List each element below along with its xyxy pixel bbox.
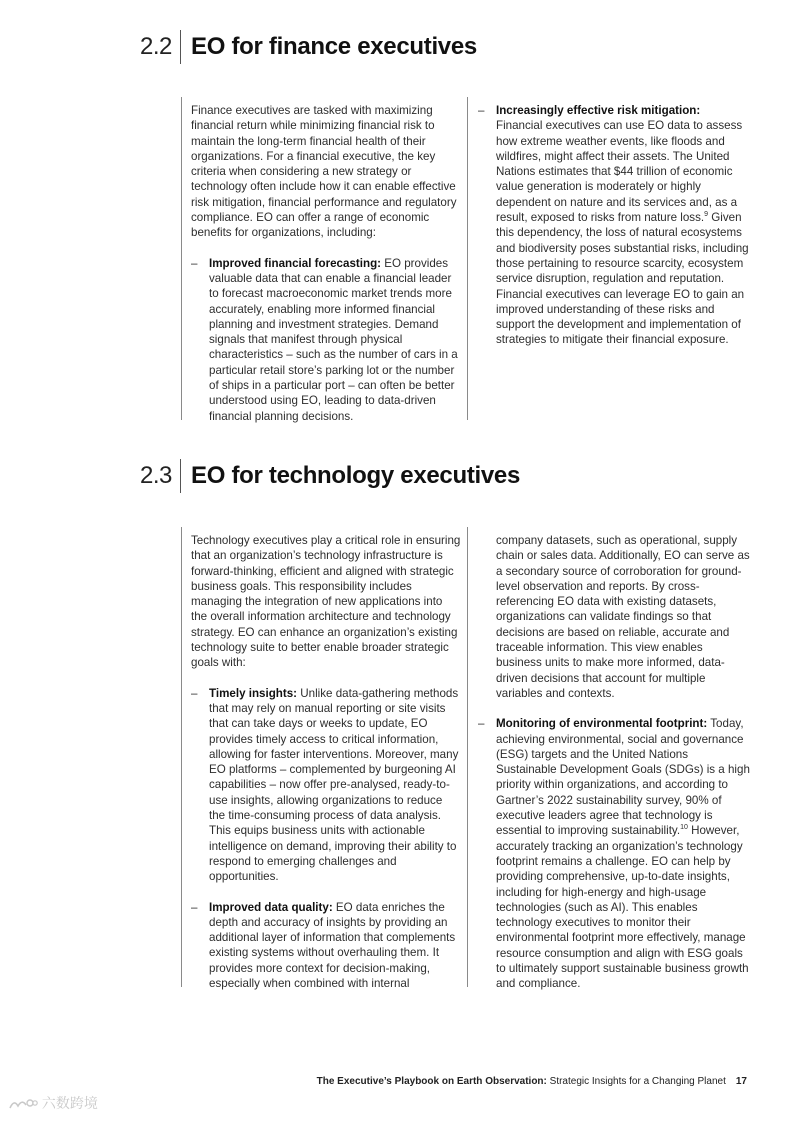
column-rule-left [181, 527, 182, 987]
bullet-text: EO data enriches the depth and accuracy of insights by providing an additional layer of information that complements existing systems without overhauling them. It provides more context for decision-making, especially when combined with internal [209, 900, 456, 991]
bullet-item [191, 686, 461, 885]
section-heading [140, 30, 477, 64]
bullet-text: Financial executives can use EO data to assess how extreme weather events, like floods and wildfires, might affect their assets. The United Nations estimates that $44 trillion of economic value generation is moderately or highly dependent on nature and its services and, as a result, exposed to risks from nature loss. [496, 119, 743, 225]
heading-divider [180, 459, 181, 493]
bullet-item [478, 716, 750, 991]
column-rule-left [181, 97, 182, 420]
bullet-title: Improved financial forecasting: [209, 256, 382, 270]
bullet-text: Given this dependency, the loss of natural ecosystems and biodiversity poses substantial risks, including those pertaining to resource scarcity, ecosystem service disruption, regulation and reputation. Financial executives can leverage EO to gain an improved understanding of these risks and support the development and implementation of strategies to mitigate their financial exposure. [496, 211, 749, 347]
bullet-dash: – [478, 717, 485, 731]
bullet-item [191, 900, 461, 992]
text-column [191, 533, 461, 991]
bullet-dash: – [191, 900, 198, 914]
footer-title: The Executive’s Playbook on Earth Observation: [316, 1076, 547, 1087]
page-footer [317, 1076, 747, 1087]
bullet-title: Improved data quality: [209, 900, 333, 914]
bullet-item [478, 103, 750, 348]
footnote-ref: 9 [704, 211, 709, 219]
watermark-icon [8, 1097, 38, 1111]
column-rule-center [467, 97, 468, 420]
footer-subtitle: Strategic Insights for a Changing Planet [546, 1076, 726, 1087]
intro-paragraph: Technology executives play a critical role in ensuring that an organization’s technology infrastructure is forward-thinking, efficient and aligned with strategic business goals. This responsibility includes managing the integration of new applications into the overall information architecture and technology strategy. EO can enhance an organization’s existing technology suite to better enable broader strategic goals with: [191, 534, 461, 670]
column-rule-center [467, 527, 468, 987]
intro-paragraph: Finance executives are tasked with maximizing financial return while minimizing financial risk to maintain the long-term financial health of their organizations. For a financial executive, the key criteria when considering a new strategy or technology often include how it can enable effective risk mitigation, financial performance and regulatory compliance. EO can offer a range of economic benefits for organizations, including: [191, 104, 457, 240]
section-title: EO for finance executives [191, 33, 477, 60]
footnote-ref: 10 [680, 824, 688, 832]
bullet-dash: – [191, 256, 198, 270]
section-heading [140, 459, 520, 493]
bullet-dash: – [191, 686, 198, 700]
text-column [191, 103, 461, 424]
bullet-title: Timely insights: [209, 686, 298, 700]
watermark-logo [8, 1093, 98, 1113]
bullet-dash: – [478, 104, 485, 117]
bullet-text: company datasets, such as operational, supply chain or sales data. Additionally, EO can serve as a secondary source of corroboration for ground-level observation and reports. By cross-referencing EO data with existing datasets, organizations can validate findings so that decisions are based on reliable, accurate and traceable information. This view enables business units to make more informed, data-driven decisions that account for multiple variables and contexts. [496, 534, 750, 700]
bullet-title: Monitoring of environmental footprint: [496, 717, 708, 731]
heading-divider [180, 30, 181, 64]
bullet-title: Increasingly effective risk mitigation: [496, 104, 701, 117]
section-number: 2.3 [140, 462, 172, 489]
bullet-text: EO provides valuable data that can enable a financial leader to forecast macroeconomic market trends more accurately, enabling more informed financial planning and investment strategies. Demand signals that manifest through physical characteristics – such as the number of cars in a particular retail store’s parking lot or the number of ships in a particular port – can often be better understood using EO, leading to data-driven financial planning decisions. [209, 256, 458, 423]
watermark-text: 六数跨境 [41, 1095, 98, 1111]
page-number: 17 [735, 1076, 747, 1087]
section-title: EO for technology executives [191, 462, 521, 489]
bullet-text: However, accurately tracking an organization’s technology footprint remains a challenge. EO can help by providing comprehensive, up-to-date insights, including for high-energy and high-usage technologies (such as AI). This enables technology executives to monitor their environmental footprint more effectively, manage resource consumption and align with ESG goals to ultimately support sustainable business growth and compliance. [496, 824, 749, 991]
bullet-item [191, 256, 461, 424]
bullet-text: Today, achieving environmental, social and governance (ESG) targets and the United Nations Sustainable Development Goals (SDGs) is a high priority within organizations, and according to Gartner’s 2022 sustainability survey, 90% of executive leaders agree that technology is essential to improving sustainability. [496, 717, 750, 838]
section-number: 2.2 [140, 33, 172, 60]
bullet-continuation [478, 533, 750, 701]
bullet-text: Unlike data-gathering methods that may rely on manual reporting or site visits that can take days or weeks to update, EO provides timely access to critical information, allowing for faster interventions. Moreover, many EO platforms – complemented by burgeoning AI capabilities – now offer pre-analysed, ready-to-use insights, allowing organizations to reduce the time-consuming process of data analysis. This equips business units with actionable intelligence on demand, improving their ability to respond to emerging challenges and opportunities. [209, 686, 459, 884]
text-column [478, 103, 750, 348]
text-column [478, 533, 750, 992]
